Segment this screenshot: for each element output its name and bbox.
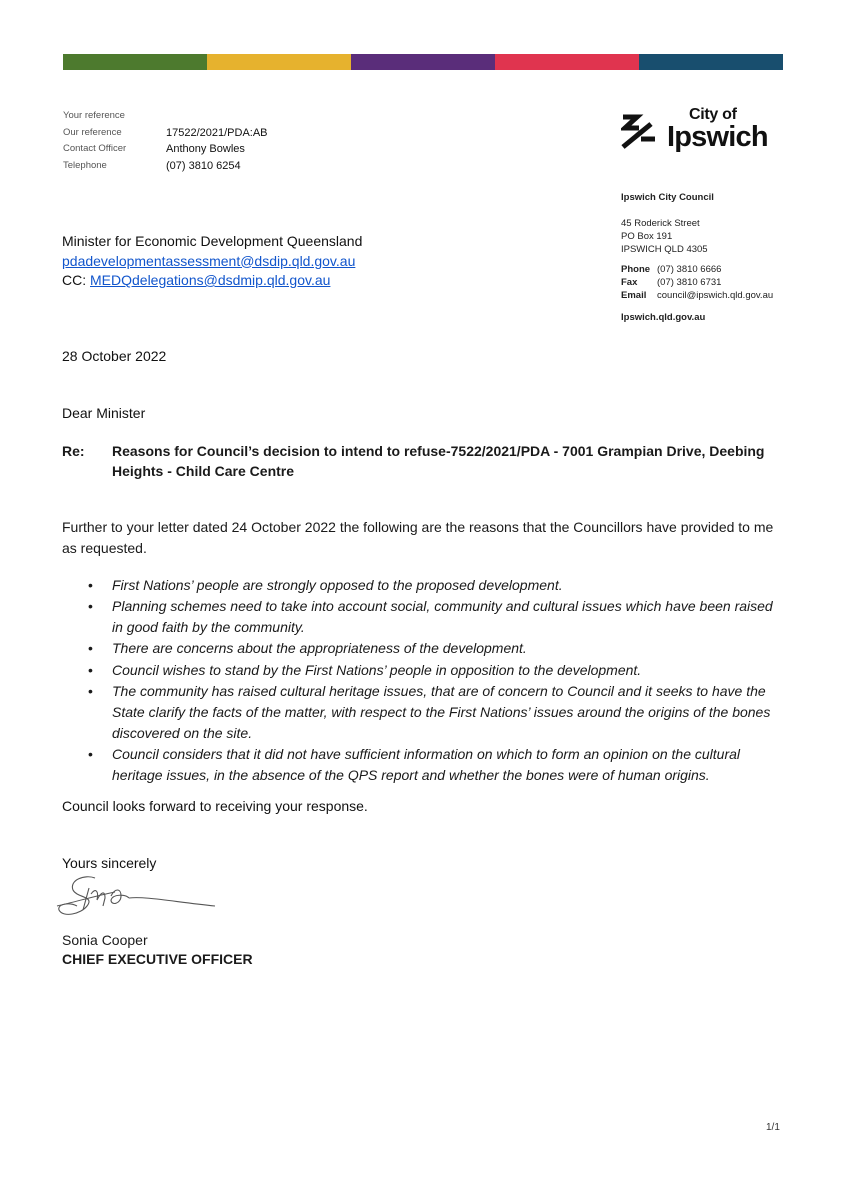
cc-line xyxy=(62,271,362,291)
closing-paragraph: Council looks forward to receiving your response. xyxy=(62,798,368,814)
subject-line xyxy=(62,441,782,481)
council-contact-block xyxy=(621,191,773,324)
color-bar-segment xyxy=(63,54,207,70)
bullet-icon: • xyxy=(88,682,93,699)
color-bar-segment xyxy=(495,54,639,70)
reference-label: Our reference xyxy=(63,126,122,138)
reference-value: (07) 3810 6254 xyxy=(166,159,241,172)
bullet-icon: • xyxy=(88,577,93,593)
reference-label: Your reference xyxy=(63,110,125,121)
phone-row xyxy=(621,263,773,276)
ipswich-logo-mark-icon xyxy=(621,114,661,150)
fax-value: (07) 3810 6731 xyxy=(657,277,722,288)
bullet-icon: • xyxy=(88,745,93,762)
logo-line-ipswich: Ipswich xyxy=(667,121,768,153)
cc-label: CC: xyxy=(62,272,90,288)
addressee-email-link[interactable]: pdadevelopmentassessment@dsdip.qld.gov.au xyxy=(62,252,356,269)
reason-text: Council considers that it did not have sufficient information on which to form an opinion on the cultural heritage issues, in the absence of the QPS report and whether the bones were of human origins. xyxy=(112,745,741,783)
list-item xyxy=(62,660,784,681)
letter-date: 28 October 2022 xyxy=(62,348,167,364)
bullet-icon: • xyxy=(88,661,93,678)
reference-row xyxy=(63,108,268,125)
reference-block xyxy=(63,108,268,174)
reason-text: Council wishes to stand by the First Nations’ people in opposition to the development. xyxy=(112,661,642,678)
logo-wordmark xyxy=(667,106,768,151)
reference-row xyxy=(63,125,268,142)
color-bar-segment xyxy=(351,54,495,70)
list-item xyxy=(62,575,784,596)
list-item xyxy=(62,596,784,638)
handwritten-signature-icon xyxy=(55,866,225,928)
address-line: IPSWICH QLD 4305 xyxy=(621,244,708,255)
list-item xyxy=(62,638,784,659)
reference-row xyxy=(63,141,268,158)
reference-value: Anthony Bowles xyxy=(166,143,245,155)
logo-line-city-of: City of xyxy=(689,106,737,123)
reference-row xyxy=(63,158,268,175)
salutation: Dear Minister xyxy=(62,405,146,421)
intro-paragraph: Further to your letter dated 24 October 2022 the following are the reasons that the Councillors have provided to me as requested. xyxy=(62,519,774,556)
addressee-block xyxy=(62,232,362,291)
council-name: Ipswich City Council xyxy=(621,192,714,203)
reason-text: There are concerns about the appropriateness of the development. xyxy=(112,640,527,657)
address-line: 45 Roderick Street xyxy=(621,218,700,229)
subject-label: Re: xyxy=(62,443,85,459)
addressee-name: Minister for Economic Development Queensland xyxy=(62,233,363,249)
reason-text: Planning schemes need to take into account social, community and cultural issues which have been raised in good faith by the community. xyxy=(112,598,773,636)
council-website: Ipswich.qld.gov.au xyxy=(621,312,706,323)
list-item xyxy=(62,744,784,786)
subject-text: Reasons for Council’s decision to intend to refuse-7522/2021/PDA - 7001 Grampian Drive, Deebing Heights - Child Care Centre xyxy=(112,443,765,479)
color-bar-segment xyxy=(639,54,783,70)
header-color-bar xyxy=(63,54,783,70)
signer-title: CHIEF EXECUTIVE OFFICER xyxy=(62,951,253,967)
reference-value: 17522/2021/PDA:AB xyxy=(166,126,268,139)
phone-value: (07) 3810 6666 xyxy=(657,264,722,275)
cc-email-link[interactable]: MEDQdelegations@dsdmip.qld.gov.au xyxy=(90,272,331,288)
fax-row xyxy=(621,276,773,289)
signer-name: Sonia Cooper xyxy=(62,932,148,948)
phone-label: Phone xyxy=(621,264,651,275)
email-label: Email xyxy=(621,290,647,301)
email-row xyxy=(621,289,773,302)
reason-text: First Nations’ people are strongly opposed to the proposed development. xyxy=(112,577,563,593)
council-address xyxy=(621,217,773,256)
page-number: 1/1 xyxy=(766,1122,780,1133)
reference-label: Contact Officer xyxy=(63,143,127,154)
bullet-icon: • xyxy=(88,598,93,615)
reasons-list xyxy=(62,575,784,786)
color-bar-segment xyxy=(207,54,351,70)
address-line: PO Box 191 xyxy=(621,231,673,242)
sign-off: Yours sincerely xyxy=(62,855,157,871)
bullet-icon: • xyxy=(88,640,93,657)
email-value: council@ipswich.qld.gov.au xyxy=(657,290,774,301)
reference-label: Telephone xyxy=(63,159,107,171)
city-of-ipswich-logo xyxy=(621,108,786,156)
reason-text: The community has raised cultural heritage issues, that are of concern to Council and it seeks to have the State clarify the facts of the matter, with respect to the First Nations’ issues around the origins of the bones discovered on the site. xyxy=(112,682,771,741)
list-item xyxy=(62,681,784,743)
fax-label: Fax xyxy=(621,277,638,288)
